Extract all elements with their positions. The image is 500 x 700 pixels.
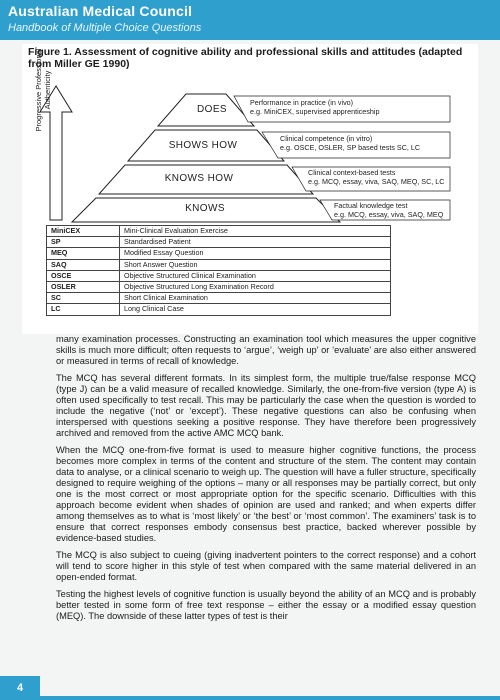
table-row <box>47 304 391 315</box>
abbr-code: SAQ <box>47 259 120 270</box>
annotation-shows-how-line2: e.g. OSCE, OSLER, SP based tests SC, LC <box>280 143 421 152</box>
table-row <box>47 226 391 237</box>
table-row <box>47 281 391 292</box>
footer-bar <box>40 696 500 700</box>
paragraph: When the MCQ one-from-five format is used to measure higher cognitive functions, the process becomes more complex in terms of the content and structure of the stem. The content may contain data to analyse, or a clinical scenario to weigh up. The question will have a fuller structure, specifically designed to require weighing of the options – many or all responses may be partially correct, but only one is the most correct or most appropriate option for the specific scenario. Difficulties with this approach become evident when shades of opinion are used and ranked; and when experts differ among themselves as to what is ‘most likely’ or ‘the best’ or ‘most common’. The examiners’ task is to ensure that correct responses embody consensus best practice, backed wherever possible by evidence-based studies. <box>56 445 476 543</box>
annotation-does <box>250 98 379 116</box>
abbr-meaning: Mini-Clinical Evaluation Exercise <box>120 226 391 237</box>
abbr-meaning: Standardised Patient <box>120 237 391 248</box>
abbr-code: OSLER <box>47 281 120 292</box>
tier-label-knows-how: KNOWS HOW <box>164 173 234 184</box>
abbr-meaning: Objective Structured Long Examination Record <box>120 281 391 292</box>
header-title: Australian Medical Council <box>8 3 193 19</box>
paragraph: The MCQ has several different formats. In its simplest form, the multiple true/false response MCQ (type J) can be a valid measure of recalled knowledge. Similarly, the one-from-five version (type A) is often used specifically to test recall. This may be particularly the case when the question is worded to include the negative (‘not’ or ‘except’). These negative questions can also be confusing when interspersed with questions seeking a positive response. They have therefore been progressively archived and removed from the active AMC MCQ bank. <box>56 373 476 438</box>
annotation-knows-how-line1: Clinical context-based tests <box>308 168 396 177</box>
table-row <box>47 293 391 304</box>
annotation-does-line1: Performance in practice (in vivo) <box>250 98 354 107</box>
annotation-does-line2: e.g. MiniCEX, supervised apprenticeship <box>250 107 380 116</box>
abbr-code: SC <box>47 293 120 304</box>
abbr-code: OSCE <box>47 270 120 281</box>
paragraph: many examination processes. Constructing an examination tool which measures the upper cognitive skills is much more difficult; often requests to ‘argue’, ‘weigh up’ or ‘evaluate’ are also either answered or measured in terms of recall of knowledge. <box>56 334 476 366</box>
annotation-knows-how <box>308 168 444 186</box>
abbr-meaning: Long Clinical Case <box>120 304 391 315</box>
page-number: 4 <box>0 676 40 700</box>
page-header <box>0 0 500 40</box>
abbr-meaning: Modified Essay Question <box>120 248 391 259</box>
header-subtitle: Handbook of Multiple Choice Questions <box>8 22 202 34</box>
body-text <box>56 334 476 628</box>
abbr-meaning: Short Clinical Examination <box>120 293 391 304</box>
abbr-code: MEQ <box>47 248 120 259</box>
tier-label-shows-how: SHOWS HOW <box>168 140 238 151</box>
abbr-meaning: Short Answer Question <box>120 259 391 270</box>
annotation-shows-how <box>280 134 420 152</box>
annotation-knows-line1: Factual knowledge test <box>334 201 408 210</box>
tier-label-knows: KNOWS <box>185 203 225 214</box>
table-row <box>47 259 391 270</box>
figure-title: Figure 1. Assessment of cognitive ability and professional skills and attitudes (adapted from Miller GE 1990) <box>28 46 463 70</box>
tier-label-does: DOES <box>197 104 227 115</box>
axis-label: Progressive Professional Authenticity <box>34 48 52 132</box>
abbr-code: SP <box>47 237 120 248</box>
annotation-knows <box>334 201 443 219</box>
annotation-knows-line2: e.g. MCQ, essay, viva, SAQ, MEQ <box>334 210 444 219</box>
annotation-shows-how-line1: Clinical competence (in vitro) <box>280 134 373 143</box>
paragraph: Testing the highest levels of cognitive function is usually beyond the ability of an MCQ and is probably better tested in some form of free text response – either the essay or a modified essay question (MEQ). The downside of these latter types of test is their <box>56 589 476 621</box>
table-row <box>47 237 391 248</box>
table-row <box>47 248 391 259</box>
abbr-meaning: Objective Structured Clinical Examination <box>120 270 391 281</box>
abbreviation-table <box>46 225 391 316</box>
abbr-code: LC <box>47 304 120 315</box>
paragraph: The MCQ is also subject to cueing (giving inadvertent pointers to the correct response) and a cohort will tend to score higher in this style of test when compared with the same material delivered in an open-ended format. <box>56 550 476 582</box>
table-row <box>47 270 391 281</box>
annotation-knows-how-line2: e.g. MCQ, essay, viva, SAQ, MEQ, SC, LC <box>308 177 445 186</box>
abbr-code: MiniCEX <box>47 226 120 237</box>
